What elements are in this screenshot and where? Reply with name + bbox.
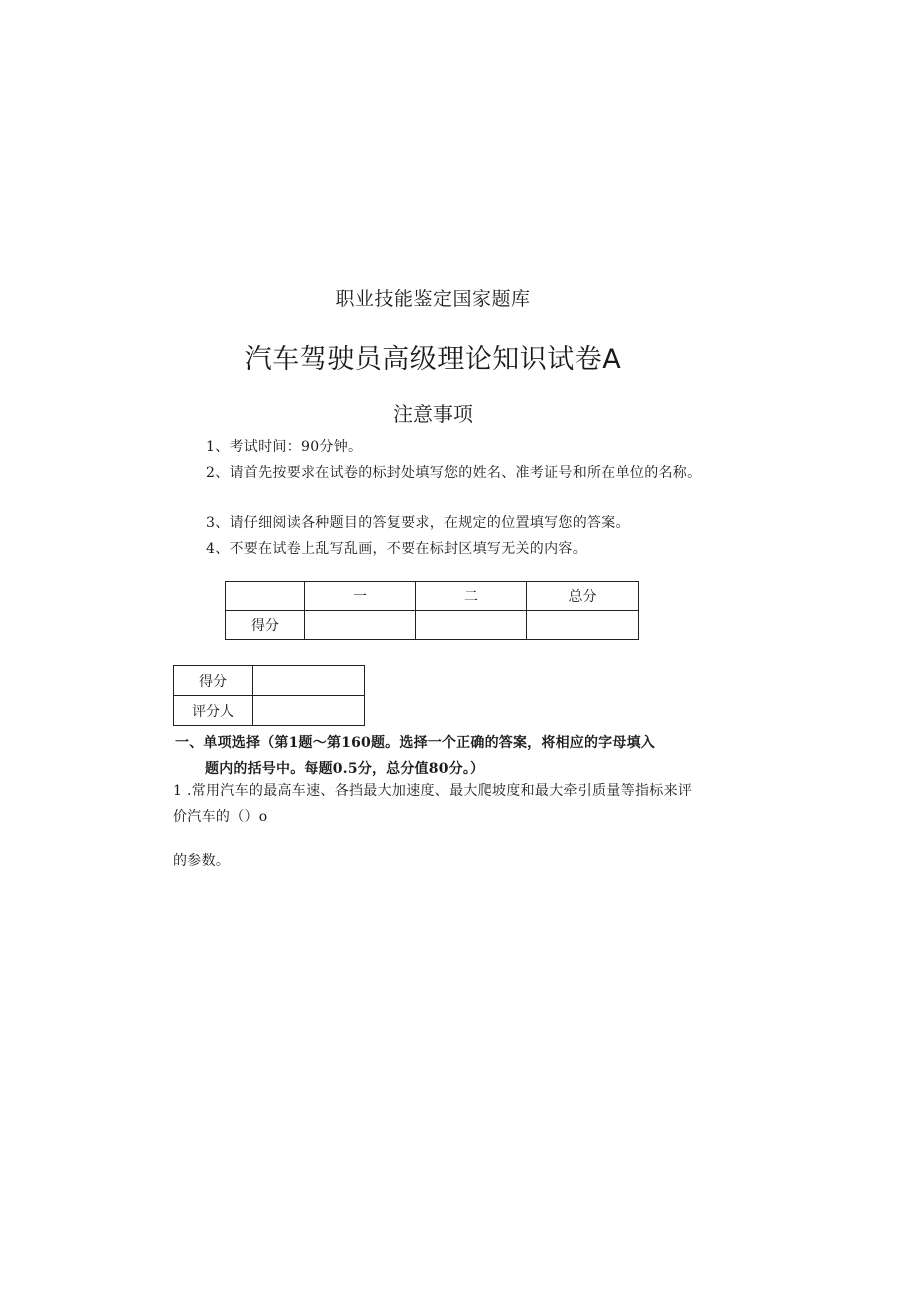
org-title: 职业技能鉴定国家题库 — [335, 288, 531, 310]
notice-heading: 注意事项 — [393, 402, 473, 426]
score-table-corner-cell — [226, 582, 305, 611]
exam-title: 汽车驾驶员高级理论知识试卷A — [244, 344, 622, 375]
notice-item-3: 3、请仔细阅读各种题目的答复要求，在规定的位置填写您的答案。 — [206, 515, 630, 531]
question-1-text: 1 .常用汽车的最高车速、各挡最大加速度、最大爬坡度和最大牵引质量等指标来评价汽车的（）o — [173, 783, 693, 825]
score-cell-total[interactable] — [527, 611, 639, 640]
notice-item-4: 4、不要在试卷上乱写乱画，不要在标封区填写无关的内容。 — [206, 541, 588, 557]
score-table-header-total: 总分 — [527, 582, 639, 611]
grader-score-cell[interactable] — [253, 666, 365, 696]
question-1-suffix: 的参数。 — [173, 853, 231, 869]
grader-table-grader-label: 评分人 — [174, 696, 253, 726]
score-table-header-part-2: 二 — [416, 582, 527, 611]
grader-table-grader-row — [174, 696, 365, 726]
score-table-header-row — [226, 582, 639, 611]
notice-item-2: 2、请首先按要求在试卷的标封处填写您的姓名、准考证号和所在单位的名称。 — [206, 465, 702, 481]
grader-table-score-label: 得分 — [174, 666, 253, 696]
score-table-score-row — [226, 611, 639, 640]
score-cell-part-2[interactable] — [416, 611, 527, 640]
section-heading-line-2: 题内的括号中。每题0.5分，总分值80分。） — [205, 761, 485, 777]
score-table-header-part-1: 一 — [305, 582, 416, 611]
section-heading — [175, 730, 695, 782]
grader-table — [173, 665, 365, 726]
section-heading-line-1: 一、单项选择（第1题～第160题。选择一个正确的答案，将相应的字母填入 — [175, 735, 655, 751]
score-cell-part-1[interactable] — [305, 611, 416, 640]
score-table — [225, 581, 639, 640]
grader-name-cell[interactable] — [253, 696, 365, 726]
grader-table-score-row — [174, 666, 365, 696]
score-table-row-label: 得分 — [226, 611, 305, 640]
notice-item-1: 1、考试时间：90分钟。 — [206, 439, 363, 455]
